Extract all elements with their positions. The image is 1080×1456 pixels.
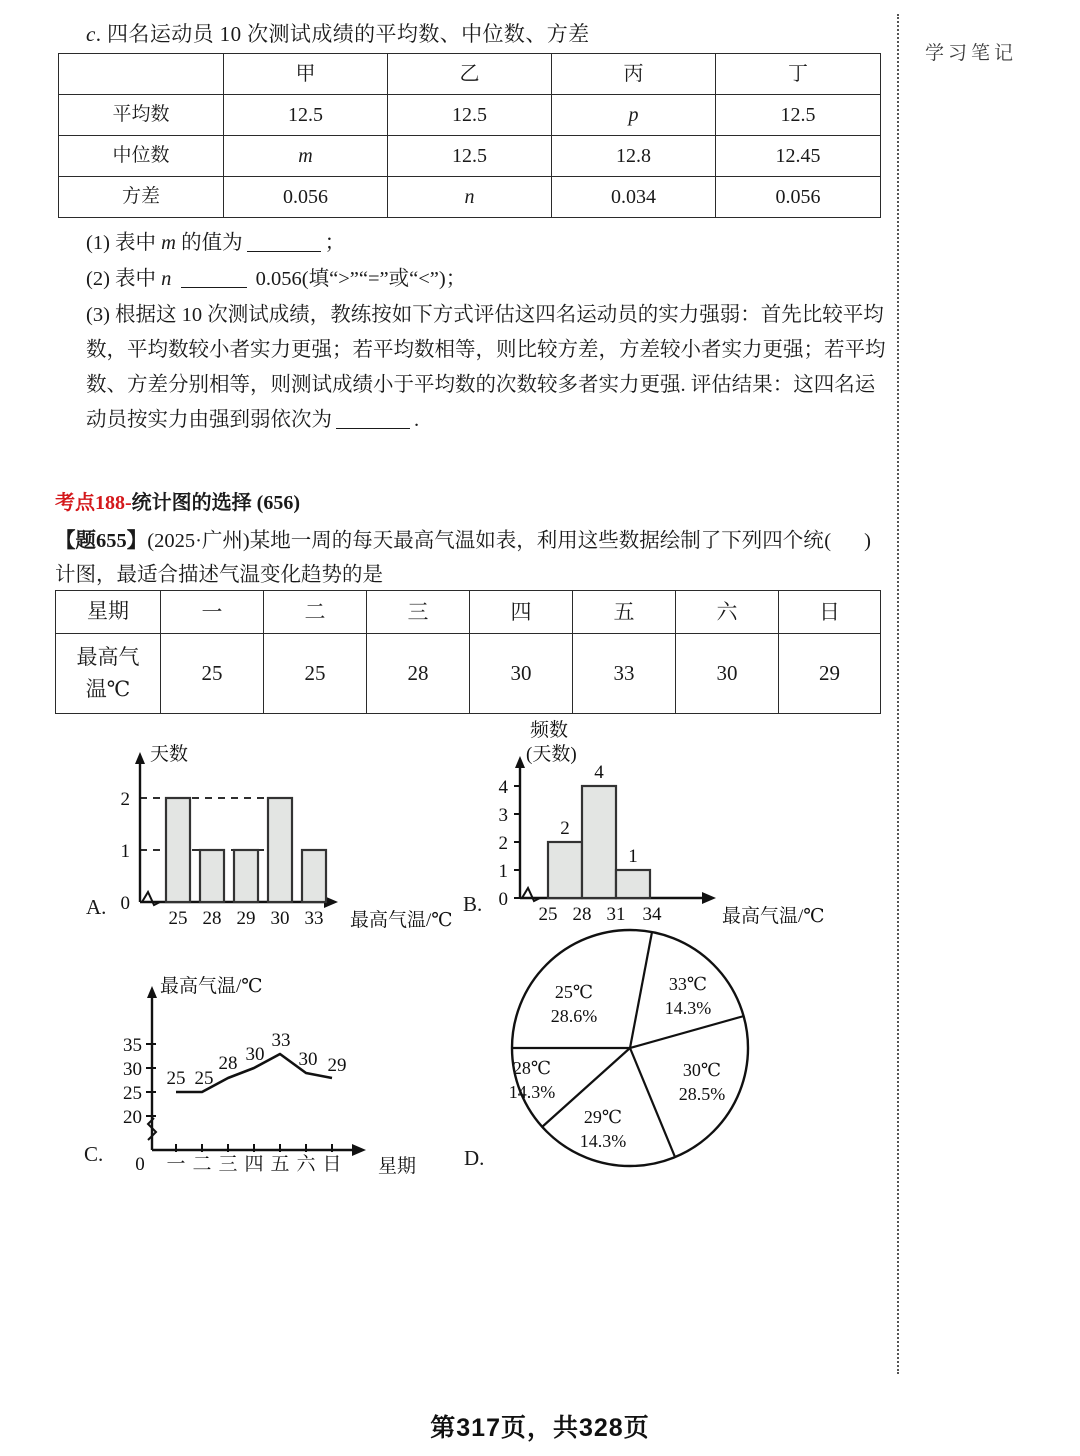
stats-cell: n [388,177,552,218]
stats-table [58,53,881,218]
table-row-header [56,591,881,634]
pie-slice-label: 28.5% [678,1084,726,1104]
bar-value-label: 2 [560,818,570,839]
stats-cell: 12.5 [388,136,552,177]
table-row [59,136,881,177]
question-1: (1) 表中 m 的值为 ； [86,232,346,254]
y-axis-arrow-icon [147,986,157,998]
x-tick-label: 33 [304,908,324,929]
bar [166,798,190,902]
x-tick-label: 五 [270,1154,290,1175]
y-axis-title: 最高气温/℃ [160,976,263,997]
pie-slice-label: 14.3% [579,1131,627,1151]
stats-cell: 12.5 [716,95,881,136]
y-tick-label: 25 [123,1083,142,1104]
answer-paren[interactable]: ( ) [824,530,885,552]
week-day-cell: 五 [573,591,676,634]
stats-cell: p [552,95,716,136]
week-day-cell: 一 [161,591,264,634]
y-axis-title: 天数 [150,744,189,765]
y-tick-label: 20 [123,1107,142,1128]
table-row-header [59,54,881,95]
table-row [59,95,881,136]
pie-slice-label: 28.6% [550,1006,598,1026]
x-tick-label: 二 [192,1154,212,1175]
bar [234,850,258,902]
figure-d-letter: D. [464,1146,485,1170]
problem-text: 某地一周的每天最高气温如表，利用这些数据绘制了下列四个统计图，最适合描述气温变化趋势的是 [55,530,824,586]
stats-cell: 0.056 [224,177,388,218]
kaodian-heading [55,486,300,515]
answer-blank[interactable] [247,251,321,252]
table-row [56,634,881,714]
data-point-label: 30 [245,1044,265,1065]
figure-b-letter: B. [463,892,483,916]
stats-cell: 12.5 [388,95,552,136]
data-point-label: 29 [327,1055,347,1076]
pie-slice-label: 33℃ [668,974,708,994]
stats-row-label-median: 中位数 [59,136,224,177]
figure-d-svg [470,928,810,1178]
x-tick-label: 31 [606,904,626,925]
section-c-text: . 四名运动员 10 次测试成绩的平均数、中位数、方差 [95,22,590,46]
bar [548,842,582,898]
origin-label: 0 [135,1154,145,1175]
problem-source: (2025·广州) [147,530,250,552]
y-tick-label: 0 [120,893,130,914]
week-temp-cell: 29 [779,634,881,714]
y-axis-arrow-icon [515,756,525,768]
y-axis-title-line2: (天数) [526,744,577,765]
week-temp-cell: 30 [470,634,573,714]
x-tick-label: 25 [168,908,188,929]
y-tick-label: 0 [498,889,508,910]
x-tick-label: 29 [236,908,256,929]
x-axis-title: 星期 [378,1156,417,1177]
x-tick-label: 34 [642,904,662,925]
week-day-cell: 三 [367,591,470,634]
figure-b-histogram [463,718,870,927]
pie-slice-label: 14.3% [664,998,712,1018]
stats-cell: 0.056 [716,177,881,218]
stats-row-label-mean: 平均数 [59,95,224,136]
stats-header-jia: 甲 [224,54,388,95]
answer-blank[interactable] [181,287,247,288]
bar [268,798,292,902]
stats-cell: 12.8 [552,136,716,177]
figure-a-svg [88,742,458,931]
y-tick-label: 30 [123,1059,142,1080]
x-tick-label: 28 [202,908,222,929]
x-tick-label: 六 [296,1154,316,1175]
problem-tag: 【题655】 [55,530,148,552]
answer-blank[interactable] [336,428,410,429]
stats-header-blank [59,54,224,95]
week-temp-row-label-line2: 温℃ [85,676,131,701]
data-point-label: 25 [166,1068,186,1089]
section-c-heading: c. 四名运动员 10 次测试成绩的平均数、中位数、方差 [86,22,590,46]
stats-cell: m [224,136,388,177]
x-tick-label: 30 [270,908,290,929]
week-temperature-table [55,590,881,714]
y-tick-label: 35 [123,1035,142,1056]
axis-break-icon [148,1118,156,1140]
week-temp-cell: 25 [264,634,367,714]
kaodian-number: 考点188- [55,492,132,514]
figure-a-letter: A. [86,895,107,919]
x-tick-label: 三 [218,1154,238,1175]
bar [616,870,650,898]
pie-slice-label: 28℃ [512,1058,552,1078]
data-point-label: 30 [298,1049,318,1070]
week-header-label: 星期 [56,591,161,634]
y-tick-label: 2 [120,789,130,810]
week-temp-cell: 30 [676,634,779,714]
week-temp-cell: 25 [161,634,264,714]
figure-c-line-chart [84,968,460,1177]
x-tick-label: 一 [166,1154,186,1175]
bar [200,850,224,902]
question-3: (3) 根据这 10 次测试成绩，教练按如下方式评估这四名运动员的实力强弱：首先比较平均数，平均数较小者实力更强；若平均数相等，则比较方差，方差较小者实力更强；若平均数、方差分别相等，则测试成绩小于平均数的次数较多者实力更强. 评估结果：这四名运动员按实力由强到弱依次为 . [86,304,886,431]
problem-statement [55,524,885,592]
week-temp-row-label [56,634,161,714]
data-point-label: 25 [194,1068,214,1089]
week-day-cell: 六 [676,591,779,634]
pie-slice-label: 30℃ [682,1060,722,1080]
week-day-cell: 二 [264,591,367,634]
week-temp-cell: 33 [573,634,676,714]
y-tick-label: 1 [498,861,508,882]
y-tick-label: 1 [120,841,130,862]
y-tick-label: 3 [498,805,508,826]
x-tick-label: 25 [538,904,558,925]
figure-a-bar-chart [86,742,458,931]
y-axis-arrow-icon [135,752,145,764]
x-axis-title: 最高气温/℃ [350,910,453,931]
x-axis-arrow-icon [702,892,716,904]
week-day-cell: 日 [779,591,881,634]
figure-d-pie-chart [464,928,810,1178]
kaodian-title: 统计图的选择 (656) [131,492,300,514]
y-tick-label: 4 [498,777,508,798]
margin-dotted-rule [897,14,899,1374]
week-temp-row-label-line1: 最高气 [76,645,140,669]
figure-b-svg [470,718,870,927]
x-tick-label: 四 [244,1154,264,1175]
stats-row-label-variance: 方差 [59,177,224,218]
x-axis-title: 最高气温/℃ [722,906,825,927]
pie-slice-label: 14.3% [508,1082,556,1102]
pie-slice-label: 25℃ [554,982,594,1002]
bar-value-label: 4 [594,762,604,783]
stats-cell: 12.45 [716,136,881,177]
pie-slice-label: 29℃ [583,1107,623,1127]
stats-header-yi: 乙 [388,54,552,95]
bar [302,850,326,902]
x-axis-arrow-icon [352,1144,366,1156]
bar [582,786,616,898]
data-point-label: 28 [218,1053,238,1074]
y-axis-title-line1: 频数 [530,720,569,741]
x-tick-label: 日 [322,1154,342,1175]
bar-value-label: 1 [628,846,638,867]
figure-c-svg [100,968,460,1177]
data-point-label: 33 [271,1030,291,1051]
stats-header-bing: 丙 [552,54,716,95]
figure-c-letter: C. [84,1142,104,1166]
stats-cell: 0.034 [552,177,716,218]
question-list [86,226,886,439]
y-tick-label: 2 [498,833,508,854]
stats-header-ding: 丁 [716,54,881,95]
margin-note-label: 学习笔记 [925,43,1018,64]
table-row [59,177,881,218]
x-tick-label: 28 [572,904,592,925]
week-temp-cell: 28 [367,634,470,714]
stats-cell: 12.5 [224,95,388,136]
week-day-cell: 四 [470,591,573,634]
question-2: (2) 表中 n 0.056(填“>”“=”或“<”)； [86,268,467,290]
page-footer: 第317页，共328页 [430,1414,650,1442]
